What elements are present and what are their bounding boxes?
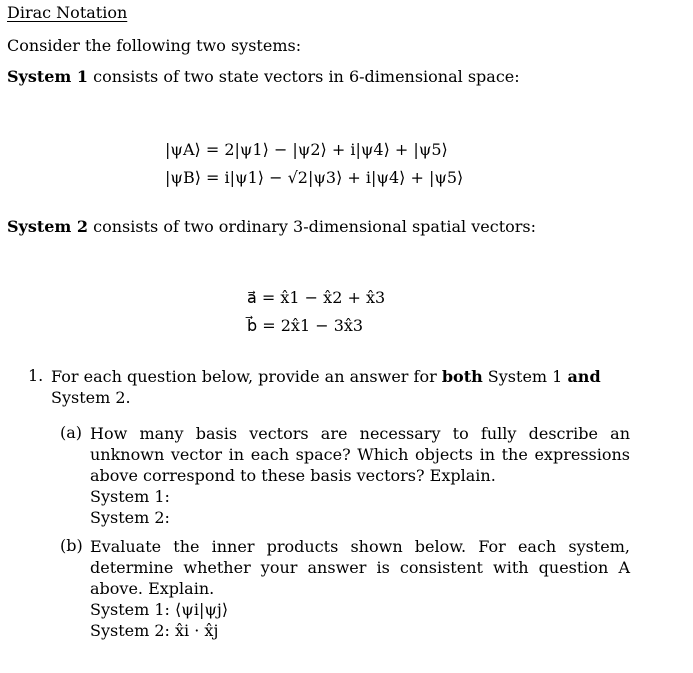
q1-text-post: System 2.	[51, 388, 131, 407]
q1-text-pre: For each question below, provide an answer for	[51, 367, 442, 386]
part-a-system1: System 1:	[90, 487, 170, 506]
document-title: Dirac Notation	[7, 3, 128, 22]
part-b-label: (b)	[60, 536, 83, 555]
system2-text: consists of two ordinary 3-dimensional spatial vectors:	[88, 217, 537, 236]
part-b-system1-expr: ⟨ψi|ψj⟩	[175, 600, 229, 619]
part-b-system1-label: System 1:	[90, 600, 170, 619]
q1-text-mid: System 1	[482, 367, 568, 386]
part-b-system2-expr: x̂i · x̂j	[175, 621, 219, 640]
equation-vector-b: b⃗ = 2x̂1 − 3x̂3	[247, 316, 364, 335]
intro-text: Consider the following two systems:	[7, 36, 302, 55]
part-a-label: (a)	[60, 423, 83, 442]
part-b-system1	[90, 599, 630, 620]
system2-description	[7, 217, 536, 236]
part-b-text: Evaluate the inner products shown below. For each system, determine whether your answer is consistent with question A above. Explain.	[90, 537, 630, 598]
q1-bold-and: and	[567, 367, 601, 386]
part-b-system2	[90, 620, 630, 641]
part-a-block	[90, 423, 630, 528]
part-b-system2-label: System 2:	[90, 621, 170, 640]
part-a-text: How many basis vectors are necessary to fully describe an unknown vector in each space? Which objects in the expressions above correspond to these basis vectors? Explain.	[90, 424, 630, 485]
system1-description	[7, 67, 520, 86]
part-b-block	[90, 536, 630, 641]
system1-text: consists of two state vectors in 6-dimensional space:	[88, 67, 520, 86]
part-a-system2: System 2:	[90, 508, 170, 527]
q1-bold-both: both	[441, 367, 483, 386]
equation-vector-a: a⃗ = x̂1 − x̂2 + x̂3	[247, 288, 386, 307]
question-number: 1.	[28, 366, 44, 385]
equation-psi-a: |ψA⟩ = 2|ψ1⟩ − |ψ2⟩ + i|ψ4⟩ + |ψ5⟩	[165, 140, 448, 159]
question-1-text	[51, 366, 626, 408]
system1-label: System 1	[7, 67, 89, 86]
equation-psi-b: |ψB⟩ = i|ψ1⟩ − √2|ψ3⟩ + i|ψ4⟩ + |ψ5⟩	[165, 168, 464, 187]
system2-label: System 2	[7, 217, 89, 236]
